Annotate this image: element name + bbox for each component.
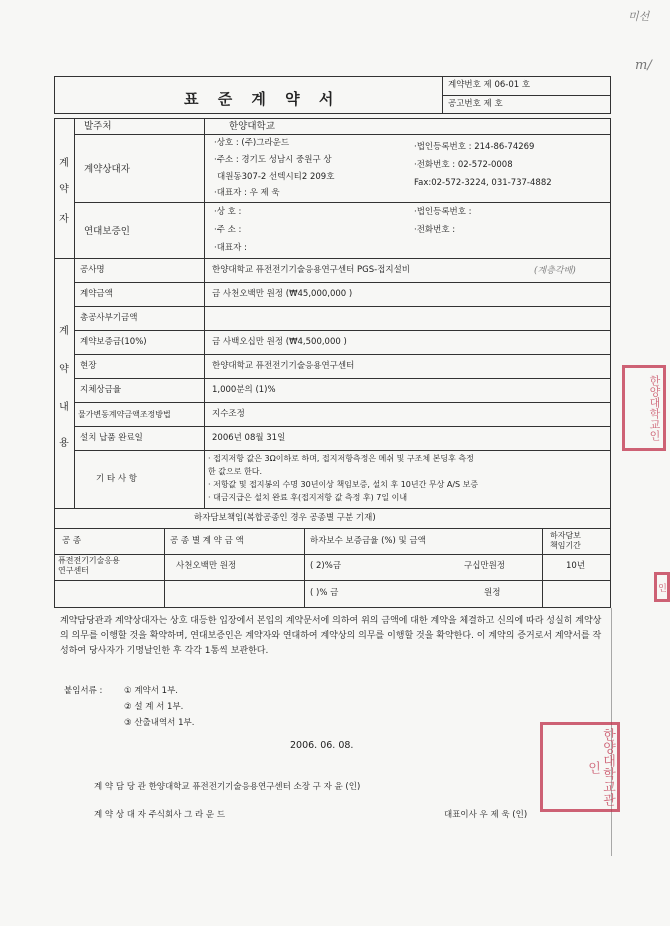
party-label-1: 계	[59, 158, 69, 169]
row-value-site: 한양대학교 퓨전전기기술응용연구센터	[212, 361, 355, 371]
other-item-3: · 저항값 및 접지봉의 수명 30년이상 책임보증, 설치 후 10년간 무상 A/S 보증	[208, 480, 479, 489]
orderer-value: 한양대학교	[229, 121, 275, 132]
row-label-deposit: 계약보증금(10%)	[80, 337, 147, 347]
attachment-3: ③ 산출내역서 1부.	[124, 718, 195, 728]
signature-contractor: 계 약 상 대 자 주식회사 그 라 운 드	[94, 810, 226, 820]
margin-note-side: m/	[635, 58, 652, 73]
row-label-penalty: 지체상금율	[80, 385, 122, 395]
content-label-1: 계	[59, 326, 69, 337]
margin-note-top: 미선	[628, 10, 650, 23]
content-label-2: 약	[59, 364, 69, 375]
row-value-penalty: 1,000분의 (1)%	[212, 385, 276, 395]
defect-row1-work: 퓨전전기기술응용 연구센터	[58, 556, 120, 575]
defect-row1-rate: ( 2)%금	[310, 561, 342, 571]
row-label-amount: 계약금액	[80, 289, 113, 299]
seal-stamp-center: 한양대학교관인	[540, 722, 620, 812]
document-title: 표 준 계 약 서	[184, 90, 341, 108]
guarantor-address: ·주 소 :	[214, 225, 242, 235]
seal-stamp-edge: 인	[654, 572, 670, 602]
defect-header-work: 공 종	[62, 536, 82, 546]
row-value-deposit: 금 사백오십만 원정 (₩4,500,000 )	[212, 337, 347, 347]
contractor-address-2: 대원동307-2 선텍시티2 209호	[217, 172, 335, 182]
handwritten-note: (계층각배)	[534, 266, 576, 276]
contract-date: 2006. 06. 08.	[290, 740, 354, 751]
row-value-amount: 금 사천오백만 원정 (₩45,000,000 )	[212, 289, 353, 299]
defect-header-warranty: 하자보수 보증금율 (%) 및 금액	[310, 536, 426, 546]
attachment-1: ① 계약서 1부.	[124, 686, 178, 696]
defect-header-period: 하자담보 책임기간	[550, 531, 581, 550]
attachment-2: ② 설 계 서 1부.	[124, 702, 184, 712]
row-value-price-adjust: 지수조정	[212, 409, 245, 419]
other-item-2: 한 값으로 한다.	[208, 467, 262, 476]
seal-stamp-right: 한양대학교인	[622, 365, 666, 451]
other-label: 기 타 사 항	[96, 474, 137, 484]
agreement-text: 계약담당관과 계약상대자는 상호 대등한 입장에서 본입의 계약문서에 의하여 위의 금액에 대한 계약을 체결하고 신의에 따라 성실히 계약상의 의무를 이행할 것을 확약하며, 연대보증인은 계약자와 연대하여 계약상의 의무를 이행할 것을 확약한다. 이 계약의 증거로서 계약서를 작성하여 당사자가 기명날인한 후 각각 1통씩 보관한다.	[60, 616, 602, 656]
guarantor-name: ·상 호 :	[214, 207, 242, 217]
contractor-name: ·상호 : (주)그라운드	[214, 138, 290, 148]
other-item-4: · 대금지급은 설치 완료 후(접지저항 값 측정 후) 7일 이내	[208, 493, 408, 502]
guarantor-reg-no: ·법인등록번호 :	[414, 207, 472, 217]
guarantor-label: 연대보증인	[84, 226, 130, 237]
contractor-reg-no: ·법인등록번호 : 214-86-74269	[414, 142, 535, 152]
row-label-site: 현장	[80, 361, 97, 371]
guarantor-phone: ·전화번호 :	[414, 225, 456, 235]
contractor-phone: ·전화번호 : 02-572-0008	[414, 160, 513, 170]
contractor-address-1: ·주소 : 경기도 성남시 중원구 상	[214, 155, 332, 165]
row-label-total: 총공사부기금액	[80, 313, 138, 323]
content-label-4: 용	[59, 438, 69, 449]
contractor-label: 계약상대자	[84, 164, 130, 175]
other-item-1: · 접지저항 값은 3Ω이하로 하며, 접지저항측정은 메쉬 및 구조체 본딩후 측정	[208, 454, 474, 463]
orderer-label: 발주처	[84, 121, 112, 132]
row-label-project: 공사명	[80, 265, 105, 275]
contract-number: 계약번호 제 06-01 호	[448, 80, 531, 90]
contractor-fax: Fax:02-572-3224, 031-737-4882	[414, 178, 552, 188]
guarantor-ceo: ·대표자 :	[214, 243, 247, 253]
defect-row1-money: 구십만원정	[464, 561, 506, 571]
defect-row1-period: 10년	[566, 561, 586, 571]
party-label-3: 자	[59, 214, 69, 225]
signature-contractor-ceo: 대표이사 우 제 욱 (인)	[444, 810, 528, 820]
attachments-label: 붙임서류 :	[64, 686, 103, 696]
contract-form	[54, 76, 611, 856]
defect-header-amount: 공 종 별 계 약 금 액	[170, 536, 244, 546]
defect-row2-money: 원정	[484, 588, 501, 598]
defect-row1-amount: 사천오백만 원정	[176, 561, 237, 571]
defect-row2-rate: ( )% 금	[310, 588, 339, 598]
row-label-price-adjust: 물가변동계약금액조정방법	[78, 410, 171, 419]
row-value-completion: 2006년 08월 31일	[212, 433, 286, 443]
contractor-ceo: ·대표자 : 우 제 욱	[214, 188, 280, 198]
row-label-completion: 설치 납품 완료일	[80, 433, 143, 443]
row-value-project: 한양대학교 퓨전전기기술응용연구센터 PGS-접지설비	[212, 265, 411, 275]
defect-caption: 하자담보책임(복합공종인 경우 공종별 구분 기재)	[194, 513, 376, 523]
signature-officer: 계 약 담 당 관 한양대학교 퓨전전기기술응용연구센터 소장 구 자 윤 (인)	[94, 782, 361, 792]
party-label-2: 약	[59, 184, 69, 195]
content-label-3: 내	[59, 402, 69, 413]
notice-number: 공고번호 제 호	[448, 99, 503, 109]
